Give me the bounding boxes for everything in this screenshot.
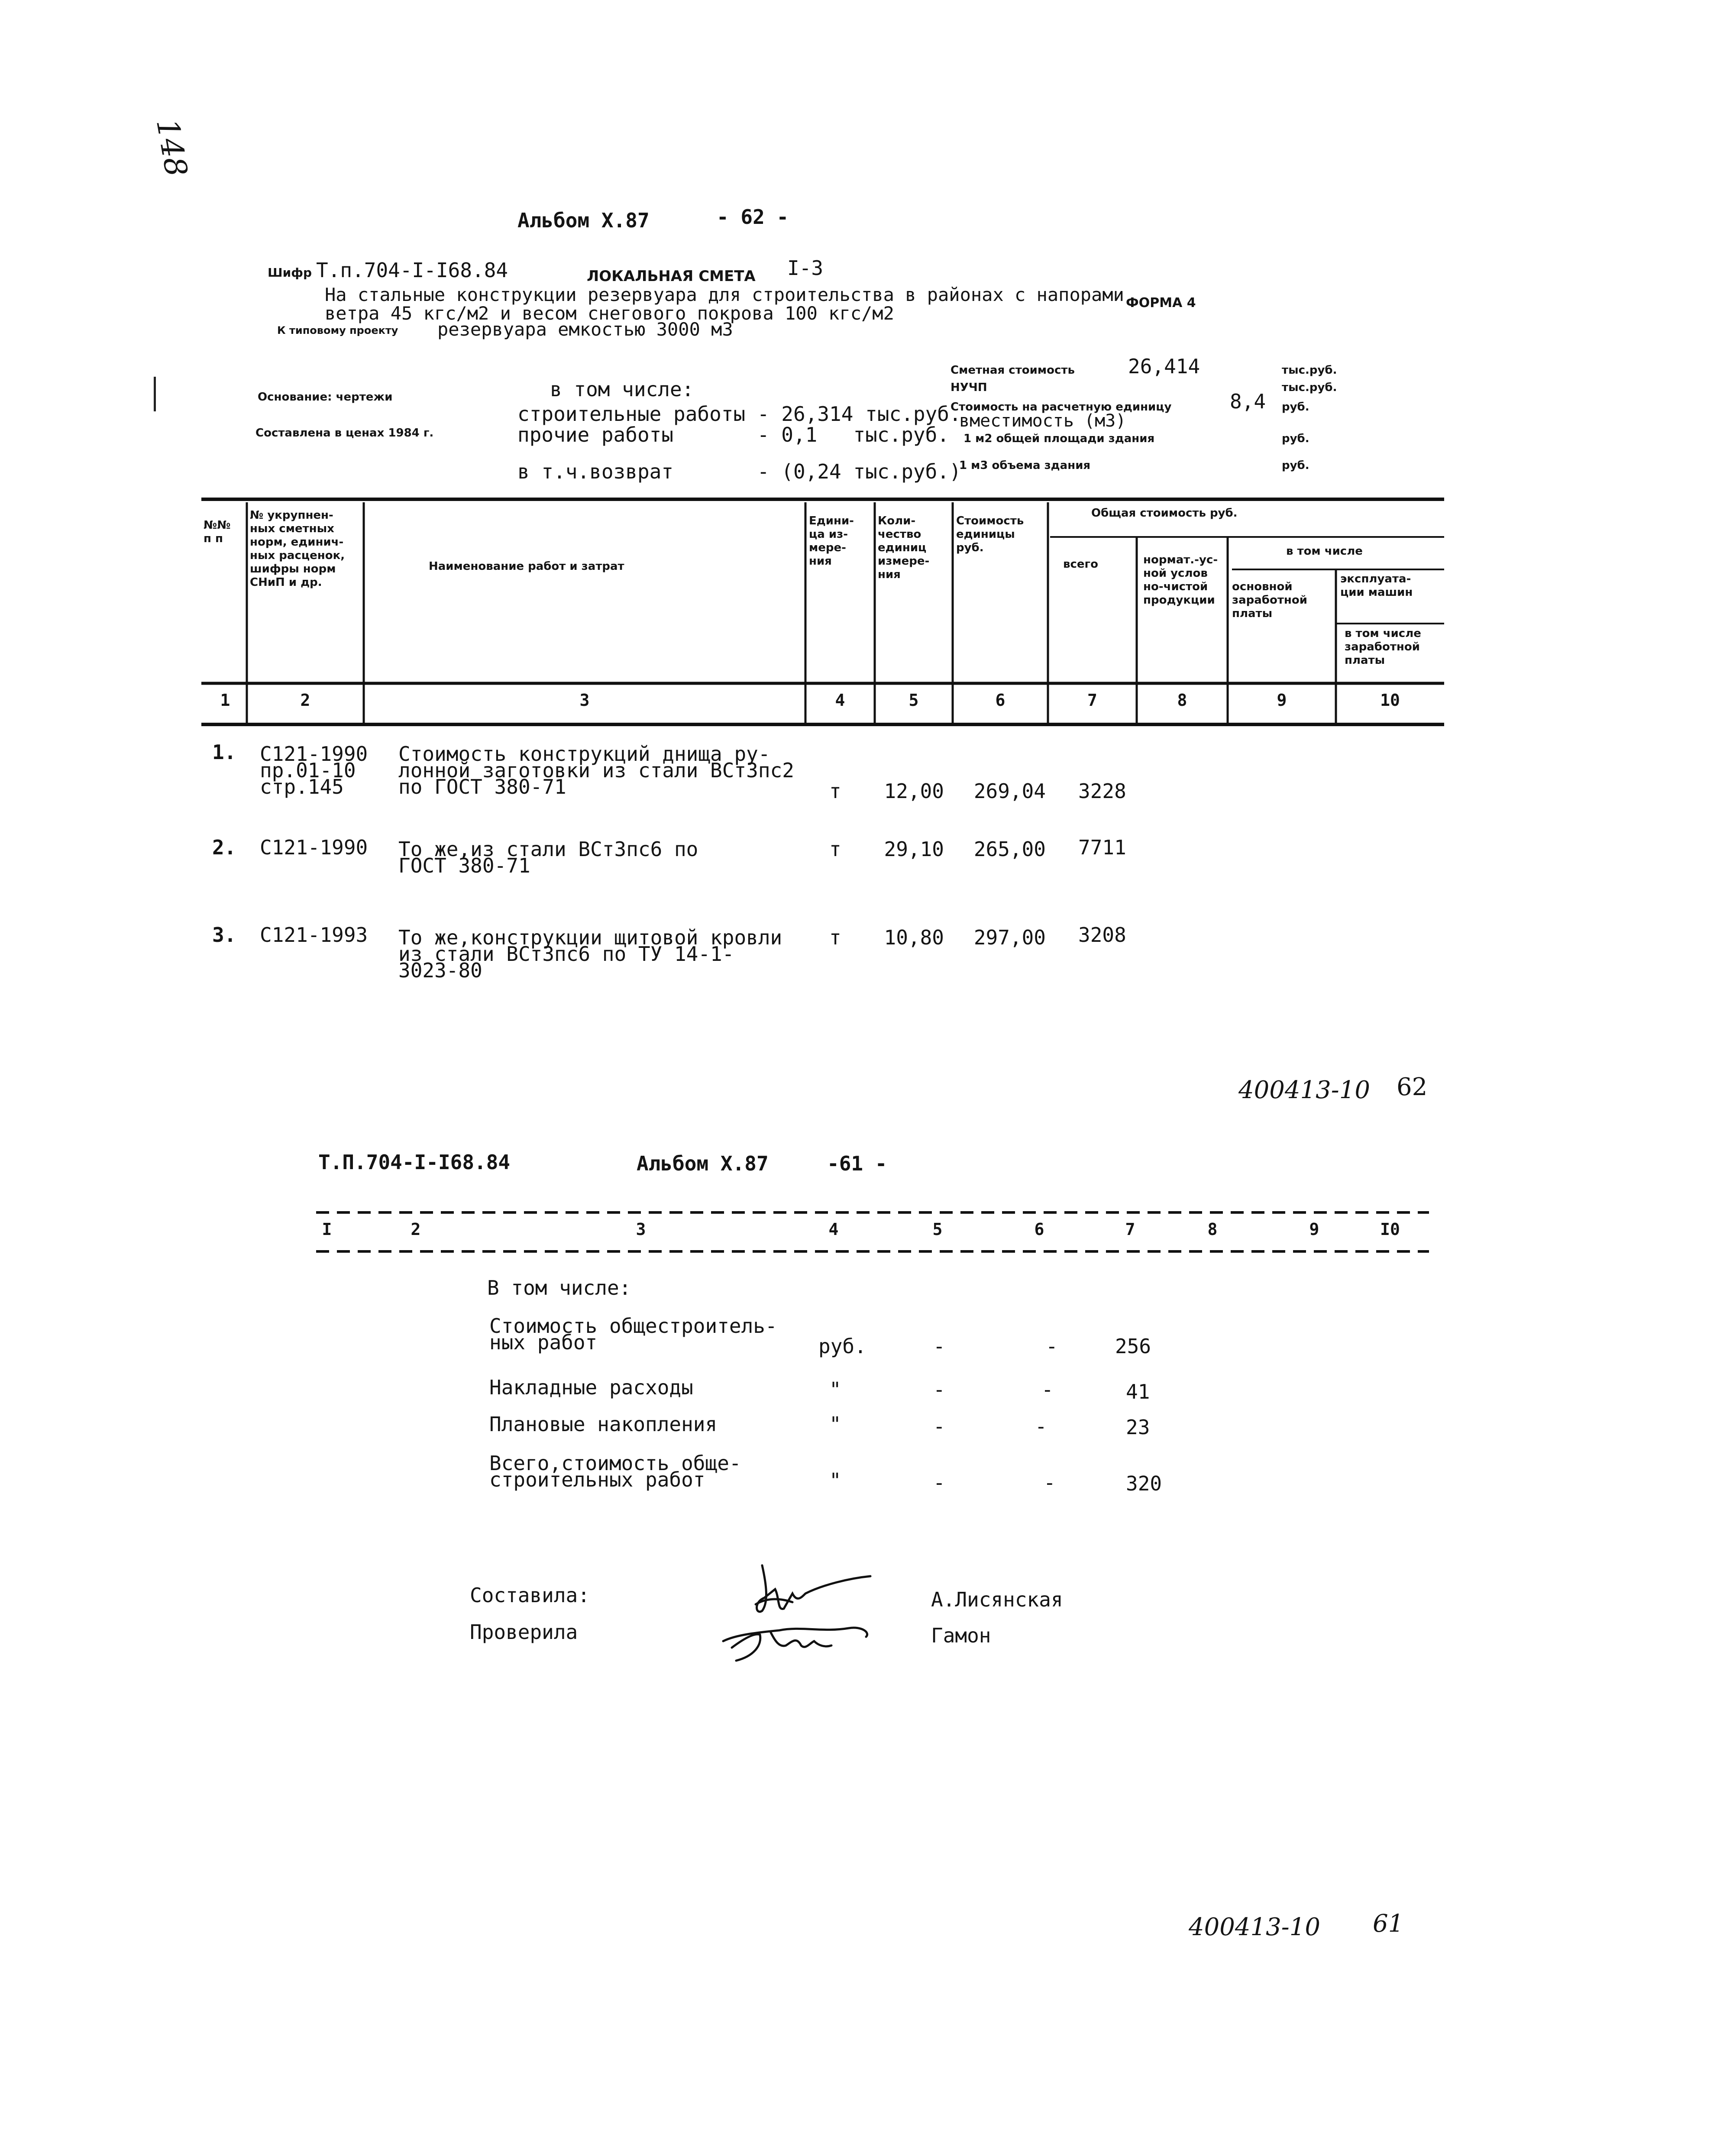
col-number: 8 xyxy=(1177,691,1187,710)
composed-name: А.Лисянская xyxy=(931,1588,1063,1611)
row-name: То же,конструкции щитовой кровли из стали ВСт3пс6 по ТУ 14-1- 3023-80 xyxy=(398,926,782,982)
estimate-title: ЛОКАЛЬНАЯ СМЕТА xyxy=(587,268,756,285)
header-quantity: Коли- чество единиц измере- ния xyxy=(878,514,930,581)
prices-text: Составлена в ценах 1984 г. xyxy=(255,427,434,440)
archive-stamp-code: 400413-10 xyxy=(1189,1913,1320,1941)
row-quantity: 12,00 xyxy=(884,779,944,803)
row-total: 3208 xyxy=(1078,923,1126,947)
row-name: Стоимость конструкций днища ру- лонной заготовки из стали ВСт3пс2 по ГОСТ 380-71 xyxy=(398,742,794,798)
unit-cost-unit: руб. xyxy=(1282,401,1309,414)
subject-line-1: На стальные конструкции резервуара для строительства в районах с напорами xyxy=(325,284,1124,305)
summary-dash: - xyxy=(1041,1378,1054,1401)
row-quantity: 29,10 xyxy=(884,837,944,861)
project-label: К типовому проекту xyxy=(277,324,398,336)
col-number: 10 xyxy=(1380,691,1400,710)
other-works: прочие работы - 0,1 тыс.руб. xyxy=(517,423,949,446)
row-total: 7711 xyxy=(1078,836,1126,859)
col-number: 3 xyxy=(636,1220,646,1239)
summary-value: 256 xyxy=(1115,1335,1151,1358)
col-number: I xyxy=(322,1220,332,1239)
col-number: 8 xyxy=(1207,1220,1218,1239)
row-unit-price: 265,00 xyxy=(973,837,1046,861)
col-number: 1 xyxy=(220,691,230,710)
header-total-cost: Общая стоимость руб. xyxy=(1091,507,1238,520)
header-incl-salary: в том числе заработной платы xyxy=(1345,627,1421,667)
archive-stamp-page: 61 xyxy=(1373,1910,1404,1938)
row-total: 3228 xyxy=(1078,779,1126,803)
col-number: 7 xyxy=(1125,1220,1135,1239)
col-number: 2 xyxy=(300,691,310,710)
nuchp-unit: тыс.руб. xyxy=(1282,381,1337,394)
form-label: ФОРМА 4 xyxy=(1126,295,1196,310)
refund: в т.ч.возврат - (0,24 тыс.руб.) xyxy=(517,460,961,483)
summary-name: Накладные расходы xyxy=(489,1376,693,1399)
composed-label: Составила: xyxy=(470,1584,590,1607)
archive-stamp-code: 400413-10 xyxy=(1238,1076,1370,1104)
summary-dash: - xyxy=(933,1335,945,1358)
estimate-number: I-3 xyxy=(787,256,824,280)
album-title: Альбом X.87 xyxy=(517,209,650,232)
summary-name: Плановые накопления xyxy=(489,1413,718,1436)
summary-value: 320 xyxy=(1126,1472,1162,1495)
col-number: 5 xyxy=(932,1220,943,1239)
summary-unit: руб. xyxy=(818,1335,866,1358)
nuchp-label: НУЧП xyxy=(951,381,987,394)
header-total: всего xyxy=(1063,558,1098,571)
capacity-label: вместимость (м3) xyxy=(959,411,1126,431)
per-m3-unit: руб. xyxy=(1282,459,1309,472)
col-number: 5 xyxy=(908,691,919,710)
col-number: 4 xyxy=(835,691,845,710)
subject-line-2: ветра 45 кгс/м2 и весом снегового покрова 100 кгс/м2 xyxy=(325,303,894,324)
row-code: С121-1990 пр.01-10 стр.145 xyxy=(260,742,368,798)
unit-cost-label: Стоимость на расчетную единицу xyxy=(951,401,1172,414)
col-number: 4 xyxy=(828,1220,839,1239)
header-unit: Едини- ца из- мере- ния xyxy=(809,514,854,568)
row-unit-price: 297,00 xyxy=(973,926,1046,949)
row-quantity: 10,80 xyxy=(884,926,944,949)
col-number: 6 xyxy=(995,691,1005,710)
col-number: 9 xyxy=(1309,1220,1319,1239)
col-number: I0 xyxy=(1380,1220,1400,1239)
summary-unit: " xyxy=(829,1469,841,1492)
col-number: 7 xyxy=(1087,691,1097,710)
row-unit: т xyxy=(829,779,841,803)
row-unit-price: 269,04 xyxy=(973,779,1046,803)
summary-dash: - xyxy=(933,1471,945,1494)
construction-works: строительные работы - 26,314 тыс.руб. xyxy=(517,402,961,426)
row-code: С121-1990 xyxy=(260,836,368,859)
row-name: То же,из стали ВСт3пс6 по ГОСТ 380-71 xyxy=(398,837,698,877)
summary-unit: " xyxy=(829,1413,841,1436)
header-row-number: №№ п п xyxy=(204,519,231,545)
cost-value: 26,414 xyxy=(1128,355,1200,378)
header-including: в том числе xyxy=(1286,545,1363,558)
cost-unit: тыс.руб. xyxy=(1282,364,1337,377)
basis-text: Основание: чертежи xyxy=(258,391,393,404)
summary-value: 23 xyxy=(1126,1416,1150,1439)
header-norm-code: № укрупнен- ных сметных норм, единич- ных расценок, шифры норм СНиП и др. xyxy=(250,509,345,589)
page-number: - 62 - xyxy=(717,205,789,229)
incl-title: в том числе: xyxy=(550,378,694,401)
summary-unit: " xyxy=(829,1378,841,1401)
page2-page-number: -61 - xyxy=(827,1152,887,1175)
row-unit: т xyxy=(829,926,841,949)
summary-dash: - xyxy=(1044,1471,1056,1494)
summary-dash: - xyxy=(1035,1415,1047,1438)
checked-label: Проверила xyxy=(470,1620,578,1644)
row-unit: т xyxy=(829,837,841,861)
row-number: 1. xyxy=(212,740,236,764)
row-number: 3. xyxy=(212,923,236,947)
per-m2-label: 1 м2 общей площади здания xyxy=(963,432,1155,445)
page2-code: Т.П.704-I-I68.84 xyxy=(318,1151,511,1174)
summary-dash: - xyxy=(1046,1335,1058,1358)
header-machine-operation: эксплуата- ции машин xyxy=(1340,572,1413,599)
per-m2-unit: руб. xyxy=(1282,432,1309,445)
code-label: Шифр xyxy=(268,265,312,280)
summary-name: Стоимость общестроитель- ных работ xyxy=(489,1314,777,1354)
col-number: 9 xyxy=(1277,691,1287,710)
row-number: 2. xyxy=(212,836,236,859)
col-number: 2 xyxy=(411,1220,421,1239)
summary-dash: - xyxy=(933,1415,945,1438)
summary-value: 41 xyxy=(1126,1380,1150,1403)
page2-incl-title: В том числе: xyxy=(487,1276,631,1299)
unit-cost-value: 8,4 xyxy=(1230,390,1266,413)
page2-album: Альбом X.87 xyxy=(637,1152,769,1175)
header-normative-net: нормат.-ус- ной услов но-чистой продукции xyxy=(1143,553,1218,607)
col-number: 3 xyxy=(579,691,590,710)
header-base-salary: основной заработной платы xyxy=(1232,580,1307,620)
checked-name: Гамон xyxy=(931,1624,991,1647)
row-code: С121-1993 xyxy=(260,923,368,947)
col-number: 6 xyxy=(1034,1220,1044,1239)
summary-name: Всего,стоимость обще- строительных работ xyxy=(489,1451,741,1491)
archive-stamp-page: 62 xyxy=(1397,1073,1428,1101)
project-code: Т.п.704-I-I68.84 xyxy=(316,259,508,282)
project-line: резервуара емкостью 3000 м3 xyxy=(437,319,733,340)
margin-page-mark: 148 xyxy=(149,116,194,179)
cost-label: Сметная стоимость xyxy=(951,364,1075,377)
summary-dash: - xyxy=(933,1378,945,1401)
header-work-name: Наименование работ и затрат xyxy=(429,560,624,573)
per-m3-label: 1 м3 объема здания xyxy=(959,459,1091,472)
header-unit-cost: Стоимость единицы руб. xyxy=(956,514,1024,554)
